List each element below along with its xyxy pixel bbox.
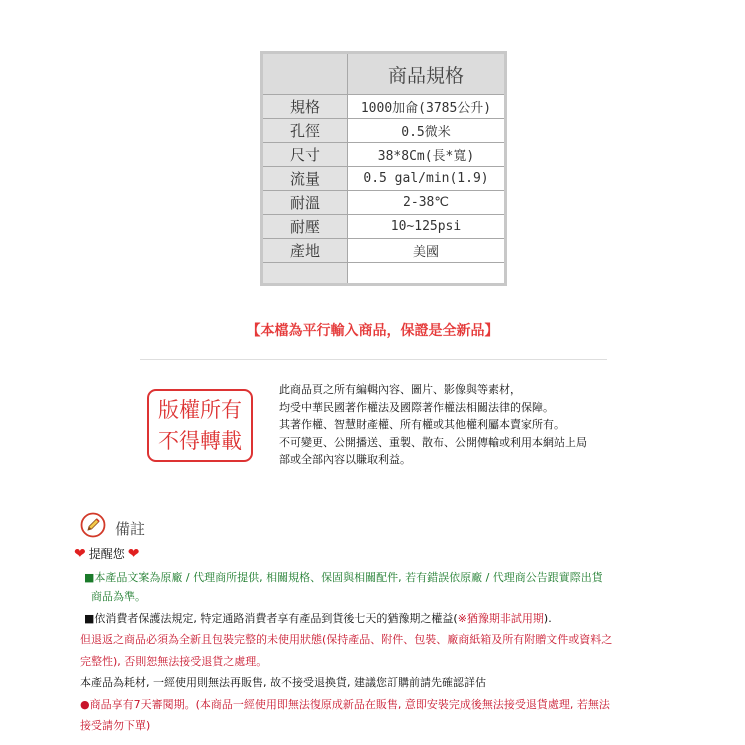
remark-line-main: ■依消費者保護法規定, 特定通路消費者享有產品到貨後七天的猶豫期之權益( xyxy=(84,612,458,625)
remark-line: ■本產品文案為原廠 / 代理商所提供, 相關規格、保固與相關配件, 若有錯誤依原廠 / 代理商公告跟實際出貨 xyxy=(84,571,603,584)
remark-line: 商品為準。 xyxy=(91,590,146,603)
remark-line: 接受請勿下單) xyxy=(80,719,151,732)
spec-row xyxy=(263,239,504,263)
remark-line xyxy=(80,695,610,714)
copyright-line: 不可變更、公開播送、重製、散布、公開傳輸或利用本網站上局 xyxy=(279,435,587,449)
spec-key: 尺寸 xyxy=(263,143,348,167)
reminder-label xyxy=(74,545,139,562)
remark-line: 但退返之商品必須為全新且包裝完整的未使用狀態(保持產品、附件、包裝、廠商紙箱及所有附贈文件或資料之 xyxy=(80,633,613,646)
spec-value: 0.5微米 xyxy=(348,119,504,143)
remark-line: 完整性), 否則恕無法接受退貨之處理。 xyxy=(80,655,268,668)
spec-row xyxy=(263,167,504,191)
spec-row xyxy=(263,119,504,143)
parallel-import-notice: 【本檔為平行輸入商品，保證是全新品】 xyxy=(246,323,499,339)
pencil-icon xyxy=(80,512,106,538)
spec-value: 38*8Cm(長*寬) xyxy=(348,143,504,167)
bullet-dot: ● xyxy=(80,698,90,711)
spec-blank-value xyxy=(348,263,504,283)
stamp-line-2: 不得轉載 xyxy=(158,429,242,453)
remark-line-text: 商品享有7天審閱期。(本商品一經使用即無法復原成新品在販售, 意即安裝完成後無法接受退貨處理, 若無法 xyxy=(89,698,610,711)
spec-key: 孔徑 xyxy=(263,119,348,143)
copyright-text xyxy=(279,381,639,469)
heart-icon: ❤ xyxy=(74,545,86,562)
divider xyxy=(140,359,607,360)
reminder-text: 提醒您 xyxy=(88,547,125,561)
spec-row xyxy=(263,143,504,167)
spec-blank-key xyxy=(263,263,348,283)
remark-line: 本產品為耗材, 一經使用則無法再販售, 故不接受退換貨, 建議您訂購前請先確認詳估 xyxy=(80,676,486,689)
spec-table xyxy=(260,51,507,286)
remark-line-highlight: ※猶豫期非試用期 xyxy=(457,612,544,625)
spec-key: 流量 xyxy=(263,167,348,191)
spec-value: 0.5 gal/min(1.9) xyxy=(348,167,504,191)
spec-value: 美國 xyxy=(348,239,504,263)
spec-header: 商品規格 xyxy=(348,54,504,95)
spec-row xyxy=(263,95,504,119)
copyright-line: 此商品頁之所有編輯內容、圖片、影像與等素材， xyxy=(279,383,521,396)
spec-key: 產地 xyxy=(263,239,348,263)
copyright-stamp xyxy=(147,389,253,462)
spec-key: 規格 xyxy=(263,95,348,119)
spec-row xyxy=(263,215,504,239)
stamp-line-1: 版權所有 xyxy=(158,398,242,422)
spec-value: 2-38℃ xyxy=(348,191,504,215)
spec-header-row xyxy=(263,54,504,95)
spec-blank-row xyxy=(263,263,504,283)
remarks-title: 備註 xyxy=(115,520,146,538)
heart-icon: ❤ xyxy=(127,545,140,562)
spec-key: 耐溫 xyxy=(263,191,348,215)
copyright-line: 其著作權、智慧財產權、所有權或其他權利屬本賣家所有。 xyxy=(279,418,565,431)
spec-value: 10~125psi xyxy=(348,215,504,239)
spec-header-blank xyxy=(263,54,348,95)
copyright-line: 部或全部內容以賺取利益。 xyxy=(279,453,411,466)
remark-line xyxy=(84,609,552,628)
remark-line-end: ). xyxy=(543,612,552,625)
spec-key: 耐壓 xyxy=(263,215,348,239)
spec-value: 1000加侖(3785公升) xyxy=(348,95,504,119)
spec-row xyxy=(263,191,504,215)
copyright-line: 均受中華民國著作權法及國際著作權法相關法律的保障。 xyxy=(279,400,554,414)
